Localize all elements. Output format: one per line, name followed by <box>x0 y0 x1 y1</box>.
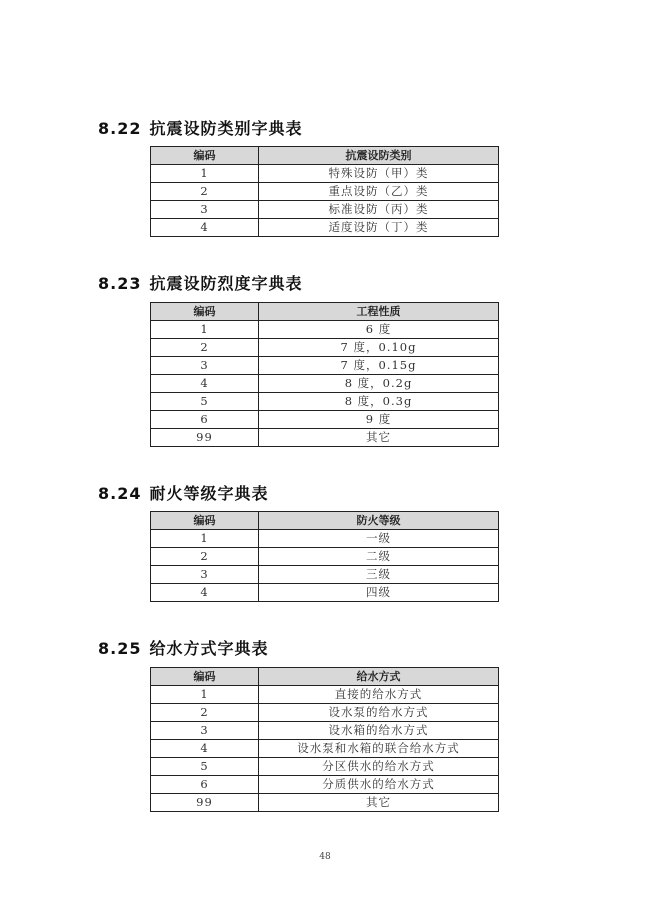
cell-value: 设水泵的给水方式 <box>259 704 499 722</box>
table-row <box>151 584 499 602</box>
cell-code: 1 <box>151 321 259 339</box>
table-row <box>151 548 499 566</box>
table-row <box>151 776 499 794</box>
cell-value: 四级 <box>259 584 499 602</box>
table-row <box>151 375 499 393</box>
column-header-code: 编码 <box>151 303 259 321</box>
section-number: 8.23 <box>98 274 142 293</box>
table-row <box>151 566 499 584</box>
cell-code: 2 <box>151 339 259 357</box>
dictionary-table <box>150 667 499 812</box>
section-title: 给水方式字典表 <box>149 639 269 658</box>
cell-code: 3 <box>151 201 259 219</box>
cell-code: 1 <box>151 686 259 704</box>
dictionary-table <box>150 302 499 447</box>
table-row <box>151 704 499 722</box>
cell-code: 99 <box>151 794 259 812</box>
cell-code: 4 <box>151 584 259 602</box>
table-row <box>151 740 499 758</box>
cell-value: 7 度，0.10g <box>259 339 499 357</box>
cell-code: 2 <box>151 548 259 566</box>
cell-code: 4 <box>151 375 259 393</box>
cell-code: 6 <box>151 411 259 429</box>
table-row <box>151 758 499 776</box>
table-row <box>151 686 499 704</box>
cell-code: 1 <box>151 165 259 183</box>
cell-value: 8 度，0.2g <box>259 375 499 393</box>
section-number: 8.25 <box>98 639 142 658</box>
cell-value: 其它 <box>259 429 499 447</box>
cell-value: 一级 <box>259 530 499 548</box>
section-title: 抗震设防类别字典表 <box>149 119 303 138</box>
section-heading <box>98 481 269 504</box>
cell-code: 5 <box>151 393 259 411</box>
cell-value: 直接的给水方式 <box>259 686 499 704</box>
table-row <box>151 321 499 339</box>
cell-code: 2 <box>151 704 259 722</box>
column-header-value: 抗震设防类别 <box>259 147 499 165</box>
cell-code: 5 <box>151 758 259 776</box>
table-row <box>151 530 499 548</box>
column-header-code: 编码 <box>151 147 259 165</box>
table-header-row <box>151 668 499 686</box>
section-heading <box>98 636 269 659</box>
cell-value: 分质供水的给水方式 <box>259 776 499 794</box>
cell-code: 3 <box>151 722 259 740</box>
page-number: 48 <box>319 852 331 862</box>
column-header-value: 给水方式 <box>259 668 499 686</box>
cell-value: 重点设防（乙）类 <box>259 183 499 201</box>
column-header-value: 防火等级 <box>259 512 499 530</box>
dictionary-table <box>150 511 499 602</box>
cell-value: 其它 <box>259 794 499 812</box>
cell-value: 8 度，0.3g <box>259 393 499 411</box>
table-row <box>151 201 499 219</box>
cell-code: 2 <box>151 183 259 201</box>
cell-code: 3 <box>151 357 259 375</box>
cell-value: 特殊设防（甲）类 <box>259 165 499 183</box>
table-row <box>151 165 499 183</box>
table-row <box>151 357 499 375</box>
column-header-code: 编码 <box>151 668 259 686</box>
cell-value: 标准设防（丙）类 <box>259 201 499 219</box>
table-row <box>151 722 499 740</box>
cell-code: 4 <box>151 740 259 758</box>
cell-value: 6 度 <box>259 321 499 339</box>
cell-value: 适度设防（丁）类 <box>259 219 499 237</box>
table-row <box>151 393 499 411</box>
table-row <box>151 219 499 237</box>
table-header-row <box>151 512 499 530</box>
section-number: 8.24 <box>98 484 142 503</box>
table-header-row <box>151 147 499 165</box>
cell-code: 6 <box>151 776 259 794</box>
cell-code: 1 <box>151 530 259 548</box>
cell-value: 分区供水的给水方式 <box>259 758 499 776</box>
table-row <box>151 339 499 357</box>
cell-value: 9 度 <box>259 411 499 429</box>
cell-code: 4 <box>151 219 259 237</box>
section-title: 抗震设防烈度字典表 <box>149 274 303 293</box>
cell-value: 设水泵和水箱的联合给水方式 <box>259 740 499 758</box>
cell-value: 二级 <box>259 548 499 566</box>
table-row <box>151 794 499 812</box>
table-header-row <box>151 303 499 321</box>
column-header-value: 工程性质 <box>259 303 499 321</box>
dictionary-table <box>150 146 499 237</box>
section-title: 耐火等级字典表 <box>149 484 269 503</box>
cell-value: 7 度，0.15g <box>259 357 499 375</box>
section-number: 8.22 <box>98 119 142 138</box>
section-heading <box>98 116 303 139</box>
column-header-code: 编码 <box>151 512 259 530</box>
cell-value: 三级 <box>259 566 499 584</box>
table-row <box>151 183 499 201</box>
cell-code: 3 <box>151 566 259 584</box>
table-row <box>151 429 499 447</box>
cell-code: 99 <box>151 429 259 447</box>
section-heading <box>98 271 303 294</box>
cell-value: 设水箱的给水方式 <box>259 722 499 740</box>
table-row <box>151 411 499 429</box>
